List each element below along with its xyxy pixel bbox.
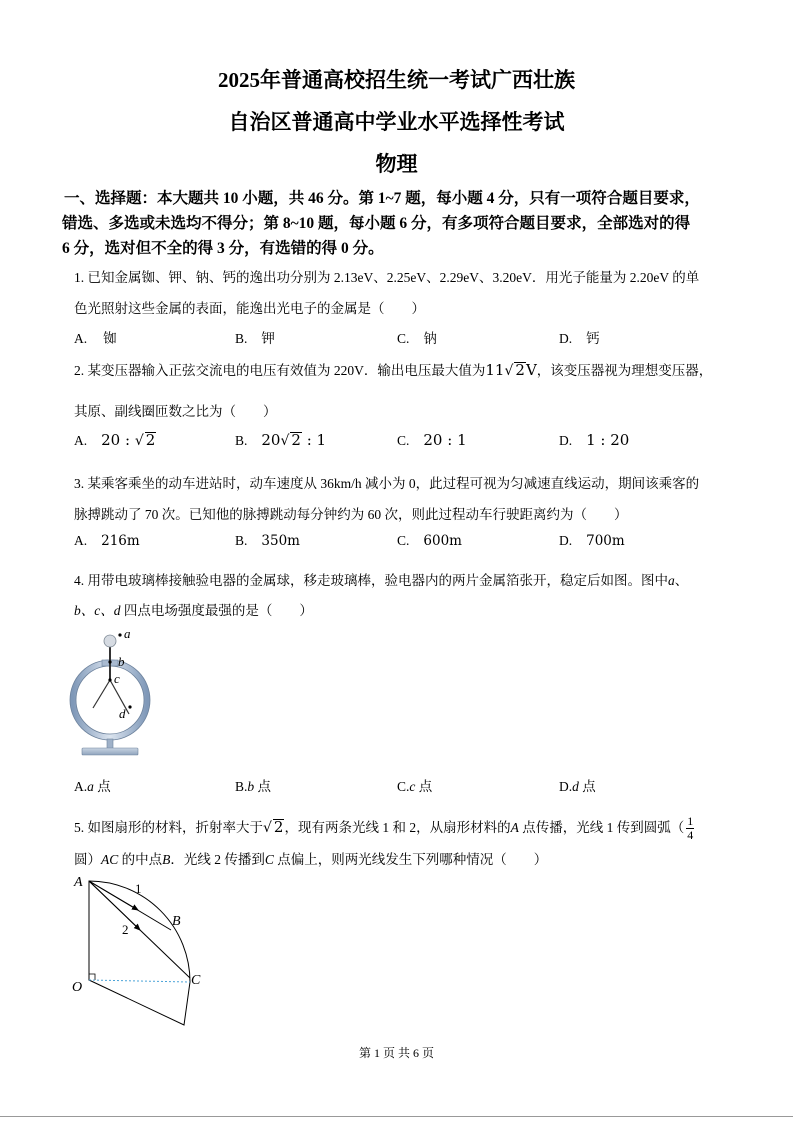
sqrt-sign: √ <box>280 433 290 449</box>
q5-sqrt2 <box>263 818 284 836</box>
option-text: 点 <box>254 779 272 794</box>
q4-option-b[interactable] <box>235 775 271 795</box>
q2-option-d[interactable] <box>559 431 629 449</box>
option-label: D. <box>559 533 573 548</box>
page-footer: 第 1 页 共 6 页 <box>358 1046 434 1060</box>
q4-vars: b、c、d <box>74 603 121 618</box>
q5-text: 圆） <box>74 852 101 867</box>
option-text: 216m <box>101 533 140 549</box>
q2-radicand: 2 <box>515 361 525 379</box>
q5-var-c: C <box>264 852 274 867</box>
option-label: C. <box>397 779 410 794</box>
right-angle-mark <box>89 974 95 980</box>
q5-var-a: A <box>510 820 519 835</box>
q4-option-c[interactable] <box>397 775 432 795</box>
option-var: d <box>572 779 579 794</box>
q1-line1: 1. 已知金属铷、钾、钠、钙的逸出功分别为 2.13eV、2.25eV、2.29eV、3.20eV．用光子能量为 2.20eV 的单 <box>74 270 700 285</box>
q4-text-pre: 4. 用带电玻璃棒接触验电器的金属球，移走玻璃棒，验电器内的两片金属箔张开，稳定后如图。图中 <box>74 573 668 588</box>
option-text: 点 <box>93 779 111 794</box>
q5-text-pre: 5. 如图扇形的材料，折射率大于 <box>74 820 263 835</box>
q2-text-post: ，该变压器视为理想变压器， <box>536 363 713 378</box>
option-text: : 1 <box>301 431 327 449</box>
option-var: c <box>409 779 416 794</box>
point-d-dot <box>128 705 131 708</box>
label-ray-2: 2 <box>122 922 129 937</box>
q5-text: ．光线 2 传播到 <box>170 852 265 867</box>
option-var: b <box>247 779 255 794</box>
bottom-divider <box>0 1116 793 1117</box>
q5-text-post: 点传播，光线 1 传到圆弧（ <box>518 820 685 835</box>
label-ray-1: 1 <box>135 881 142 896</box>
q5-var-ac: AC <box>101 852 119 867</box>
q2-coef: 11 <box>485 361 505 379</box>
sqrt-sign: √ <box>263 820 272 836</box>
option-var: a <box>87 779 94 794</box>
label-b: B <box>172 914 181 929</box>
q2-option-c[interactable] <box>397 431 467 449</box>
option-text: 钠 <box>423 331 437 346</box>
point-d-label: d <box>119 706 126 721</box>
frac-numerator: 1 <box>687 814 694 829</box>
option-label: B. <box>235 433 248 448</box>
option-label: A. <box>74 433 88 448</box>
q5-line1 <box>74 808 696 846</box>
option-text: 700m <box>586 533 625 549</box>
point-a-label: a <box>124 626 131 641</box>
q1-line2: 色光照射这些金属的表面，能逸出光电子的金属是（ ） <box>74 301 425 316</box>
q1-option-c[interactable] <box>397 327 437 347</box>
option-label: D. <box>559 433 573 448</box>
q3-line2: 脉搏跳动了 70 次。已知他的脉搏跳动每分钟约为 60 次，则此过程动车行驶距离约为（ ） <box>74 507 628 522</box>
q3-option-d[interactable] <box>559 533 625 549</box>
option-text: 钾 <box>261 331 275 346</box>
sector-outline <box>89 881 190 1025</box>
q5-radicand: 2 <box>273 818 284 836</box>
q1-option-a[interactable] <box>74 327 117 347</box>
electroscope-figure <box>66 622 166 758</box>
section-line-1: 一、选择题：本大题共 10 小题，共 46 分。第 1~7 题，每小题 4 分，只有一项符合题目要求， <box>64 190 700 207</box>
q5-line2 <box>74 848 547 868</box>
option-radicand: 2 <box>145 431 156 449</box>
q2-line2: 其原、副线圈匝数之比为（ ） <box>74 404 277 419</box>
option-text: 20 : <box>101 431 135 449</box>
q5-text: 点偏上，则两光线发生下列哪种情况（ ） <box>273 852 548 867</box>
q4-option-d[interactable] <box>559 775 596 795</box>
option-text: 铷 <box>103 331 117 346</box>
option-text: 钙 <box>586 331 600 346</box>
q4-line1 <box>74 569 688 589</box>
option-label: A. <box>74 779 88 794</box>
option-radicand: 2 <box>291 431 301 449</box>
option-text: 点 <box>578 779 596 794</box>
q1-option-b[interactable] <box>235 327 275 347</box>
q2-text-pre: 2. 某变压器输入正弦交流电的电压有效值为 220V．输出电压最大值为 <box>74 363 486 378</box>
q3-option-c[interactable] <box>397 533 462 549</box>
sector-figure <box>66 870 216 1030</box>
label-o: O <box>72 980 83 995</box>
section-line-2: 错选、多选或未选均不得分；第 8~10 题，每小题 6 分，有多项符合题目要求，全部选对的得 <box>62 215 691 232</box>
option-label: C. <box>397 331 410 346</box>
section-line-3: 6 分，选对但不全的得 3 分，有选错的得 0 分。 <box>62 240 384 257</box>
q3-line1: 3. 某乘客乘坐的动车进站时，动车速度从 36km/h 减小为 0，此过程可视为匀减速直线运动，期间该乘客的 <box>74 476 700 491</box>
q4-option-a[interactable] <box>74 775 111 795</box>
sqrt-sign: √ <box>504 363 514 379</box>
option-text: 1 : 20 <box>586 431 630 449</box>
exam-title-line2: 自治区普通高中学业水平选择性考试 <box>228 110 565 134</box>
point-c-dot <box>108 678 111 681</box>
q4-line2 <box>74 599 313 619</box>
option-label: A. <box>74 533 88 548</box>
q5-text-mid: ，现有两条光线 1 和 2，从扇形材料的 <box>284 820 511 835</box>
q4-text-post: 四点电场强度最强的是（ ） <box>120 603 313 618</box>
point-a-dot <box>118 633 121 636</box>
option-label: B. <box>235 779 248 794</box>
point-c-label: c <box>114 671 120 686</box>
quarter-fraction <box>686 815 694 842</box>
q2-line1 <box>74 359 712 379</box>
point-b-dot <box>108 660 111 663</box>
label-c: C <box>191 973 201 988</box>
q3-option-a[interactable] <box>74 533 140 549</box>
label-a: A <box>74 875 83 890</box>
option-label: A. <box>74 331 88 346</box>
q5-text: 的中点 <box>118 852 163 867</box>
sqrt-sign: √ <box>134 433 144 449</box>
exam-title-line1: 2025年普通高校招生统一考试广西壮族 <box>218 68 575 92</box>
option-text: 600m <box>423 533 462 549</box>
leaf-left <box>93 680 110 708</box>
q4-text-post: 、 <box>674 573 689 588</box>
q4-var-a: a <box>668 573 675 588</box>
section-instructions <box>64 186 732 261</box>
q5-var-b: B <box>162 852 171 867</box>
option-label: D. <box>559 331 573 346</box>
option-label: C. <box>397 533 410 548</box>
frac-denominator: 4 <box>687 828 694 843</box>
electroscope-base <box>82 748 138 755</box>
option-label: C. <box>397 433 410 448</box>
radius-oc <box>89 980 190 982</box>
electroscope-ball <box>104 635 116 647</box>
q2-unit: V <box>525 361 537 379</box>
option-text: 20 <box>261 431 281 449</box>
option-text: 350m <box>261 533 300 549</box>
option-text: 点 <box>415 779 433 794</box>
subject-title: 物理 <box>375 152 418 176</box>
option-label: D. <box>559 779 573 794</box>
q3-option-b[interactable] <box>235 533 300 549</box>
point-b-label: b <box>118 654 125 669</box>
q2-max-voltage <box>485 361 536 379</box>
option-text: 20 : 1 <box>423 431 467 449</box>
electroscope-stand <box>107 739 113 749</box>
q1-option-d[interactable] <box>559 327 600 347</box>
option-label: B. <box>235 331 248 346</box>
q2-option-b[interactable] <box>235 431 326 449</box>
q2-option-a[interactable] <box>74 431 156 449</box>
option-label: B. <box>235 533 248 548</box>
